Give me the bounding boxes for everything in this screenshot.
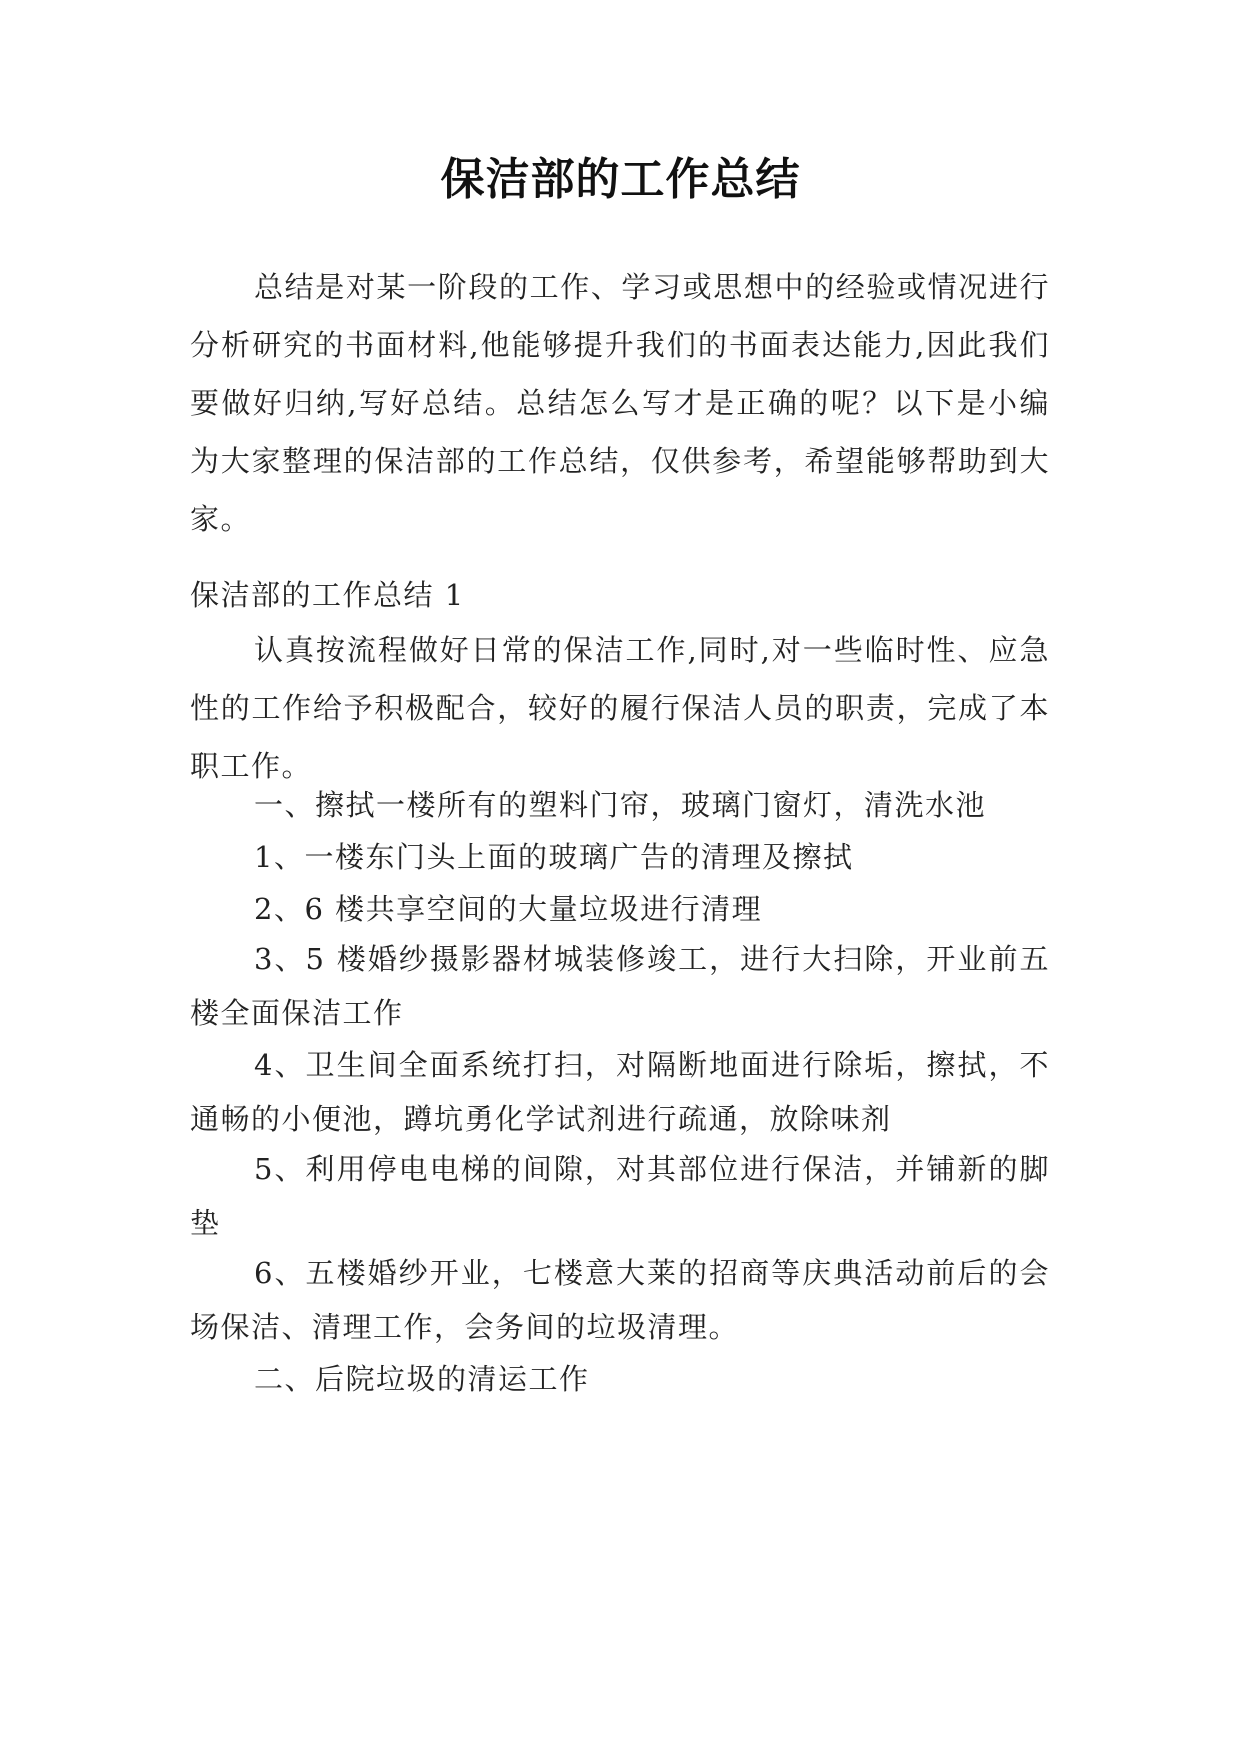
list-item-4: 4、卫生间全面系统打扫，对隔断地面进行除垢，擦拭，不通畅的小便池，蹲坑勇化学试剂进行疏通，放除味剂 (190, 1048, 1050, 1136)
heading-1: 一、擦拭一楼所有的塑料门帘，玻璃门窗灯，清洗水池 (254, 788, 987, 822)
list-item-5: 5、利用停电电梯的间隙，对其部位进行保洁，并铺新的脚垫 (190, 1152, 1050, 1240)
list-item-6: 6、五楼婚纱开业，七楼意大莱的招商等庆典活动前后的会场保洁、清理工作，会务间的垃圾清理。 (190, 1256, 1050, 1344)
list-item-2: 2、6 楼共享空间的大量垃圾进行清理 (254, 892, 763, 926)
heading-2: 二、后院垃圾的清运工作 (254, 1362, 590, 1396)
list-item-3: 3、5 楼婚纱摄影器材城装修竣工，进行大扫除，开业前五楼全面保洁工作 (190, 942, 1050, 1030)
section-intro-paragraph: 认真按流程做好日常的保洁工作,同时,对一些临时性、应急性的工作给予积极配合，较好的履行保洁人员的职责，完成了本职工作。 (190, 633, 1050, 783)
list-item-1: 1、一楼东门头上面的玻璃广告的清理及擦拭 (254, 840, 854, 874)
document-title: 保洁部的工作总结 (440, 154, 801, 205)
section-heading: 保洁部的工作总结 1 (190, 578, 465, 612)
intro-paragraph: 总结是对某一阶段的工作、学习或思想中的经验或情况进行分析研究的书面材料,他能够提升我们的书面表达能力,因此我们要做好归纳,写好总结。总结怎么写才是正确的呢？以下是小编为大家整理的保洁部的工作总结，仅供参考，希望能够帮助到大家。 (190, 270, 1050, 536)
